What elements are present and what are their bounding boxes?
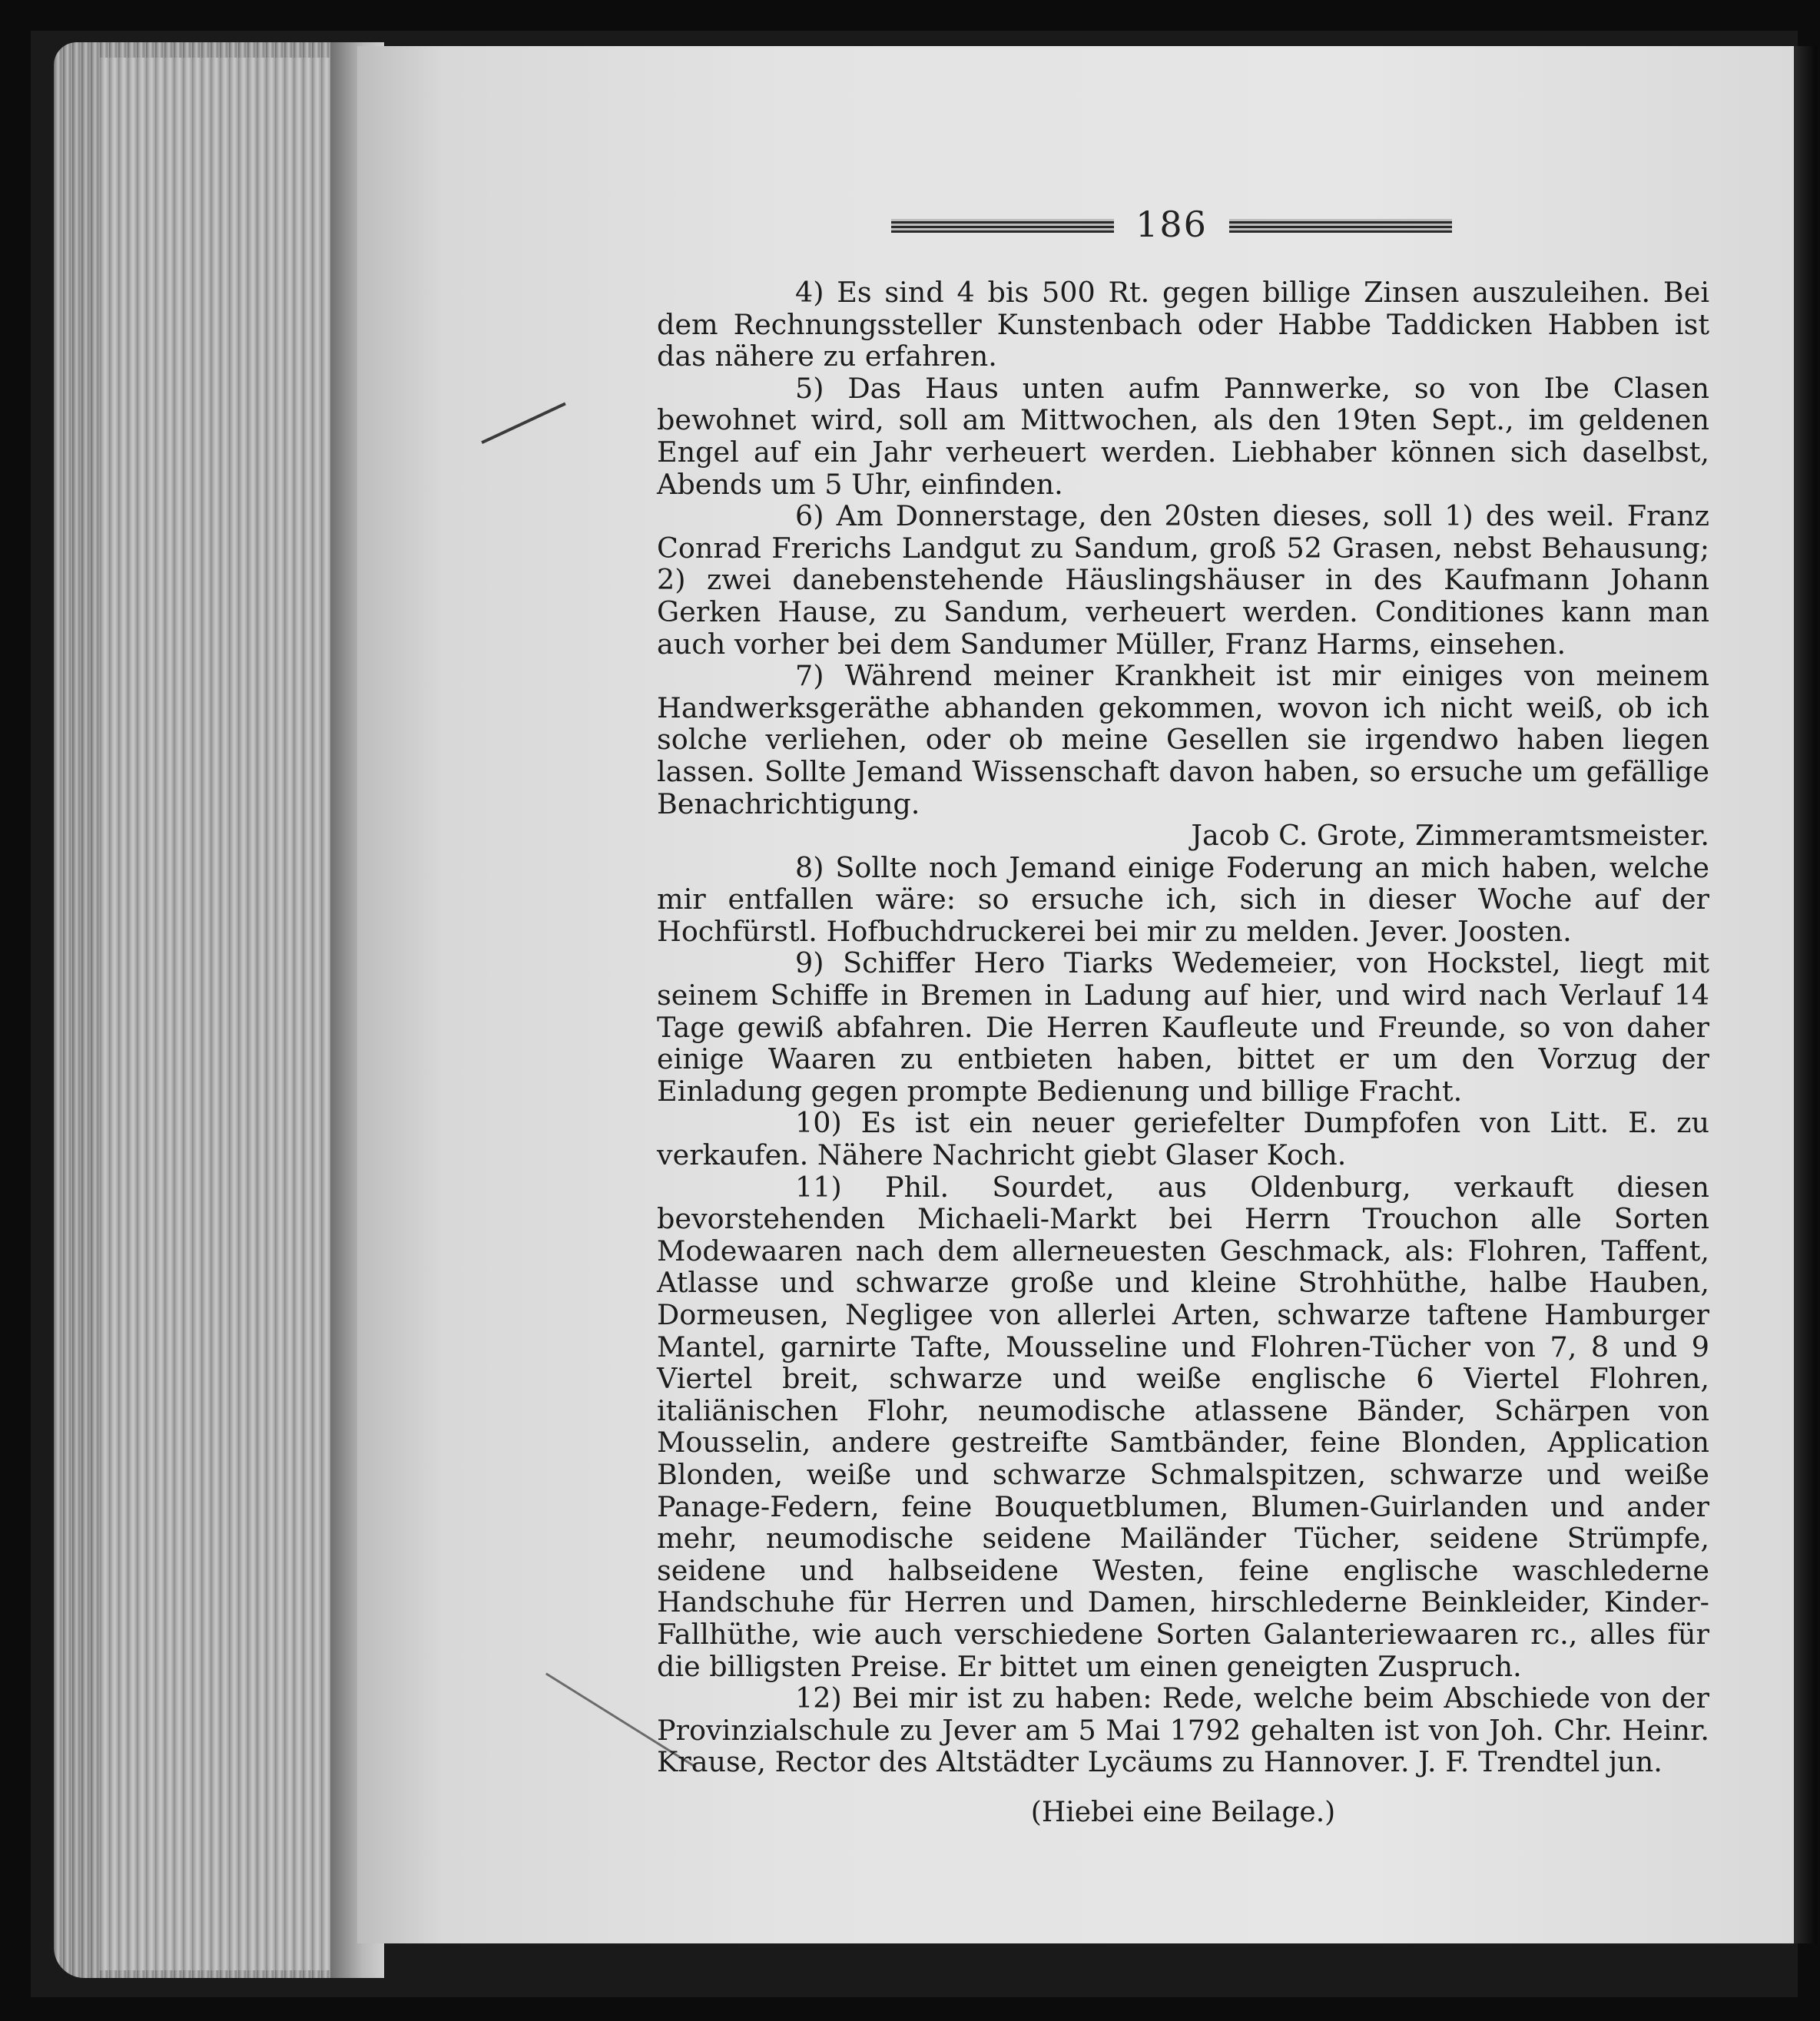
notice-paragraph: 4) Es sind 4 bis 500 Rt. gegen billige Zinsen auszuleihen. Bei dem Rechnungssteller Kunstenbach oder Habbe Taddicken Habben ist das nähere zu erfahren. xyxy=(657,276,1709,373)
page-header xyxy=(891,204,1467,250)
notice-paragraph: 8) Sollte noch Jemand einige Foderung an mich haben, welche mir entfallen wäre: so ersuche ich, sich in dieser Woche auf der Hochfürstl. Hofbuchdruckerei bei mir zu melden. Jever. Joosten. xyxy=(657,850,1709,948)
page-number: 186 xyxy=(1135,204,1208,245)
notice-paragraph: 11) Phil. Sourdet, aus Oldenburg, verkauft diesen bevorstehenden Michaeli-Markt bei Herrn Trouchon alle Sorten Modewaaren nach dem allerneuesten Geschmack, als: Flohren, Taffent, Atlasse und schwarze große und kleine Strohhüthe, halbe Hauben, Dormeusen, Negligee von allerlei Arten, schwarze taftene Hamburger Mantel, garnirte Tafte, Mousseline und Flohren-Tücher von 7, 8 und 9 Viertel breit, schwarze und weiße englische 6 Viertel Flohren, italiänischen Flohr, neumodische atlassene Bänder, Schärpen von Mousselin, andere gestreifte Samtbänder, feine Blonden, Application Blonden, weiße und schwarze Schmalspitzen, schwarze und weiße Panage-Federn, feine Bouquetblumen, Blumen-Guirlanden und ander mehr, neumodische seidene Mailänder Tücher, seidene Strümpfe, seidene und halbseidene Westen, feine englische waschlederne Handschuhe für Herren und Damen, hirschlederne Beinkleider, Kinder-Fallhüthe, wie auch verschiedene Sorten Galanteriewaaren rc., alles für die billigsten Preise. Er bittet um einen geneigten Zuspruch. xyxy=(657,1170,1709,1683)
header-rule-left xyxy=(891,219,1114,233)
footer-note: (Hiebei eine Beilage.) xyxy=(1030,1796,1336,1828)
header-rule-right xyxy=(1229,219,1452,233)
article-text xyxy=(657,277,1709,1829)
notice-signature: Jacob C. Grote, Zimmeramtsmeister. xyxy=(1191,819,1709,853)
notice-paragraph: 5) Das Haus unten aufm Pannwerke, so von Ibe Clasen bewohnet wird, soll am Mittwochen, als den 19ten Sept., im geldenen Engel auf ein Jahr verheuert werden. Liebhaber können sich daselbst, Abends um 5 Uhr, einfinden. xyxy=(657,371,1709,501)
notice-paragraph: 10) Es ist ein neuer geriefelter Dumpfofen von Litt. E. zu verkaufen. Nähere Nachricht giebt Glaser Koch. xyxy=(657,1106,1709,1172)
notice-paragraph: 12) Bei mir ist zu haben: Rede, welche beim Abschiede von der Provinzialschule zu Jever am 5 Mai 1792 gehalten ist von Joh. Chr. Heinr. Krause, Rector des Altstädter Lycäums zu Hannover. J. F. Trendtel jun. xyxy=(657,1681,1709,1779)
facing-page-edge xyxy=(1794,46,1817,1943)
page-edges-inner xyxy=(100,58,357,1970)
notice-paragraph: 9) Schiffer Hero Tiarks Wedemeier, von Hockstel, liegt mit seinem Schiffe in Bremen in Ladung auf hier, und wird nach Verlauf 14 Tage gewiß abfahren. Die Herren Kaufleute und Freunde, so von daher einige Waaren zu entbieten haben, bittet er um den Vorzug der Einladung gegen prompte Bedienung und billige Fracht. xyxy=(657,946,1709,1108)
notice-paragraph: 6) Am Donnerstage, den 20sten dieses, soll 1) des weil. Franz Conrad Frerichs Landgut zu Sandum, groß 52 Grasen, nebst Behausung; 2) zwei danebenstehende Häuslingshäuser in des Kaufmann Johann Gerken Hause, zu Sandum, verheuert werden. Conditiones kann man auch vorher bei dem Sandumer Müller, Franz Harms, einsehen. xyxy=(657,499,1709,661)
notice-paragraph: 7) Während meiner Krankheit ist mir einiges von meinem Handwerksgeräthe abhanden gekommen, wovon ich nicht weiß, ob ich solche verliehen, oder ob meine Gesellen sie irgendwo haben liegen lassen. Sollte Jemand Wissenschaft davon haben, so ersuche um gefällige Benachrichtigung. xyxy=(657,659,1709,820)
